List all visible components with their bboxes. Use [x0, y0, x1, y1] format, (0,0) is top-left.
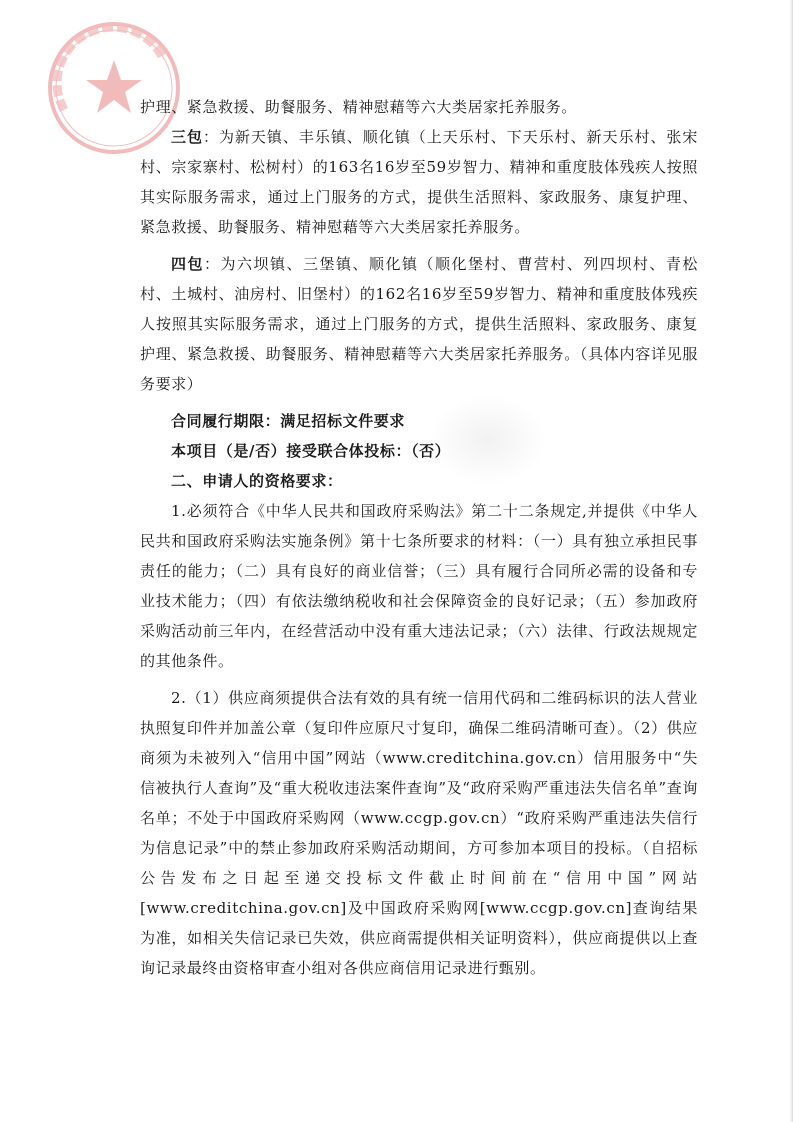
package-three-label: 三包: [171, 128, 203, 146]
paragraph-package-four: [140, 249, 698, 399]
qualification-item-2: 2.（1）供应商须提供合法有效的具有统一信用代码和二维码标识的法人营业执照复印件并加盖公章（复印件应原尺寸复印，确保二维码清晰可查）。（2）供应商须为未被列入“信用中国”网站（www.creditchina.gov.cn）信用服务中“失信被执行人查询”及“重大税收违法案件查询”及“政府采购严重违法失信名单”查询名单；不处于中国政府采购网（www.ccgp.gov.cn）“政府采购严重违法失信行为信息记录”中的禁止参加政府采购活动期间，方可参加本项目的投标。（自招标公告发布之日起至递交投标文件截止时间前在“信用中国”网站[www.creditchina.gov.cn]及中国政府采购网[www.ccgp.gov.cn]查询结果为准，如相关失信记录已失效，供应商需提供相关证明资料），供应商提供以上查询记录最终由资格审查小组对各供应商信用记录进行甄别。: [140, 689, 698, 977]
joint-bid-statement: 本项目（是/否）接受联合体投标：（否）: [171, 442, 451, 460]
contract-period: 合同履行期限：满足招标文件要求: [171, 412, 406, 430]
paragraph-package-three: [140, 122, 698, 242]
qualification-item-1: 1.必须符合《中华人民共和国政府采购法》第二十二条规定,并提供《中华人民共和国政府采购法实施条例》第十七条所要求的材料：（一）具有独立承担民事责任的能力；（二）具有良好的商业信誉；（三）具有履行合同所必需的设备和专业技术能力；（四）有依法缴纳税收和社会保障资金的良好记录；（五）参加政府采购活动前三年内，在经营活动中没有重大违法记录；（六）法律、行政法规规定的其他条件。: [140, 502, 698, 670]
package-four-label: 四包: [171, 255, 204, 273]
document-body: [140, 92, 698, 983]
package-three-text: ：为新天镇、丰乐镇、顺化镇（上天乐村、下天乐村、新天乐村、张宋村、宗家寨村、松树村）的163名16岁至59岁智力、精神和重度肢体残疾人按照其实际服务需求，通过上门服务的方式，提供生活照料、家政服务、康复护理、紧急救援、助餐服务、精神慰藉等六大类居家托养服务。: [140, 128, 698, 236]
section-heading-qualifications: 二、申请人的资格要求：: [171, 472, 343, 490]
package-four-text: ：为六坝镇、三堡镇、顺化镇（顺化堡村、曹营村、列四坝村、青松村、土城村、油房村、旧堡村）的162名16岁至59岁智力、精神和重度肢体残疾人按照其实际服务需求，通过上门服务的方式，提供生活照料、家政服务、康复护理、紧急救援、助餐服务、精神慰藉等六大类居家托养服务。（具体内容详见服务要求）: [140, 255, 698, 393]
paragraph-continuation: 护理、紧急救援、助餐服务、精神慰藉等六大类居家托养服务。: [140, 98, 577, 116]
